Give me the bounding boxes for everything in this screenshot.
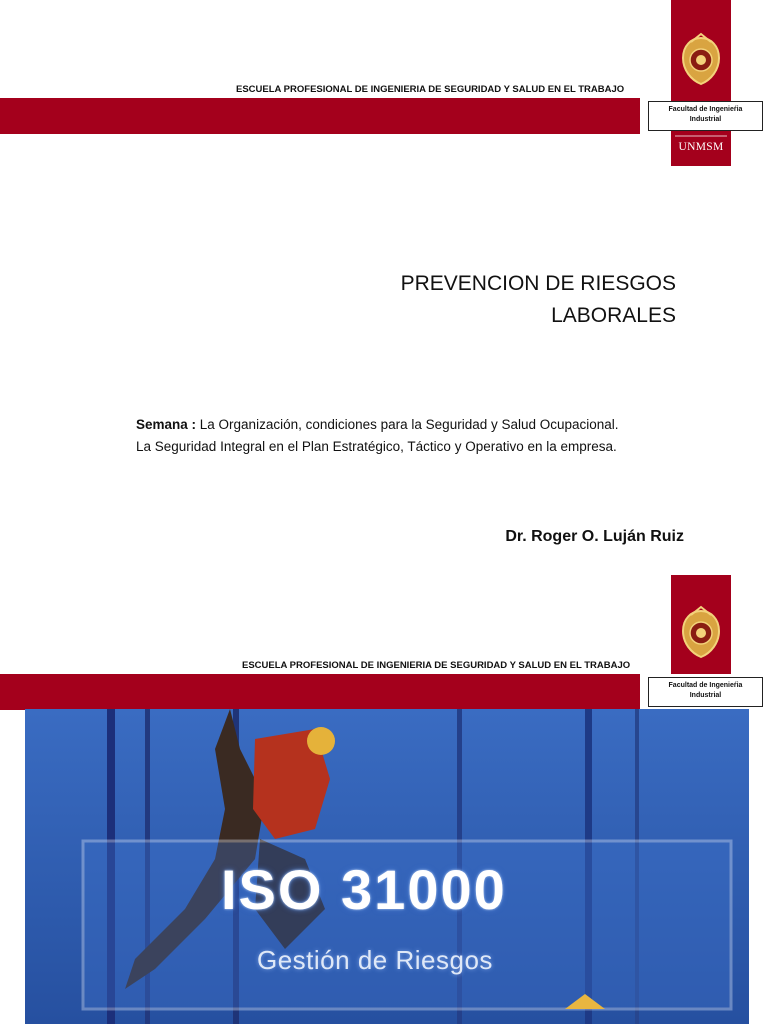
faculty-line2: Industrial xyxy=(689,116,722,123)
semana-label: Semana : xyxy=(136,417,197,432)
university-logo xyxy=(671,0,731,166)
university-logo xyxy=(671,575,731,674)
header-band xyxy=(0,674,640,710)
semana-line1 xyxy=(136,414,716,436)
university-name: UNMSM xyxy=(678,141,724,153)
semana-description xyxy=(136,414,716,458)
iso-slide xyxy=(0,575,768,1024)
iso-subtitle: Gestión de Riesgos xyxy=(257,945,493,975)
title-line2: LABORALES xyxy=(551,304,676,327)
header-band xyxy=(0,98,640,134)
title-line1: PREVENCION DE RIESGOS xyxy=(400,272,676,295)
crest-icon xyxy=(683,607,719,657)
author-name: Dr. Roger O. Luján Ruiz xyxy=(505,528,684,545)
iso-title: ISO 31000 xyxy=(221,858,507,921)
school-name: ESCUELA PROFESIONAL DE INGENIERIA DE SEGURIDAD Y SALUD EN EL TRABAJO xyxy=(242,660,631,671)
faculty-line1: Facultad de Ingenieŕia xyxy=(668,106,743,113)
school-name: ESCUELA PROFESIONAL DE INGENIERIA DE SEGURIDAD Y SALUD EN EL TRABAJO xyxy=(236,84,625,95)
faculty-box xyxy=(648,677,763,707)
semana-text1: La Organización, condiciones para la Seguridad y Salud Ocupacional. xyxy=(196,417,619,432)
faculty-line1: Facultad de Ingenieŕia xyxy=(668,682,743,689)
faculty-line2: Industrial xyxy=(689,692,722,699)
faculty-box xyxy=(648,101,763,131)
slide-title xyxy=(401,268,676,332)
crest-icon xyxy=(683,34,719,84)
semana-line2: La Seguridad Integral en el Plan Estratégico, Táctico y Operativo en la empresa. xyxy=(136,439,617,454)
iso-31000-image xyxy=(25,709,749,1024)
